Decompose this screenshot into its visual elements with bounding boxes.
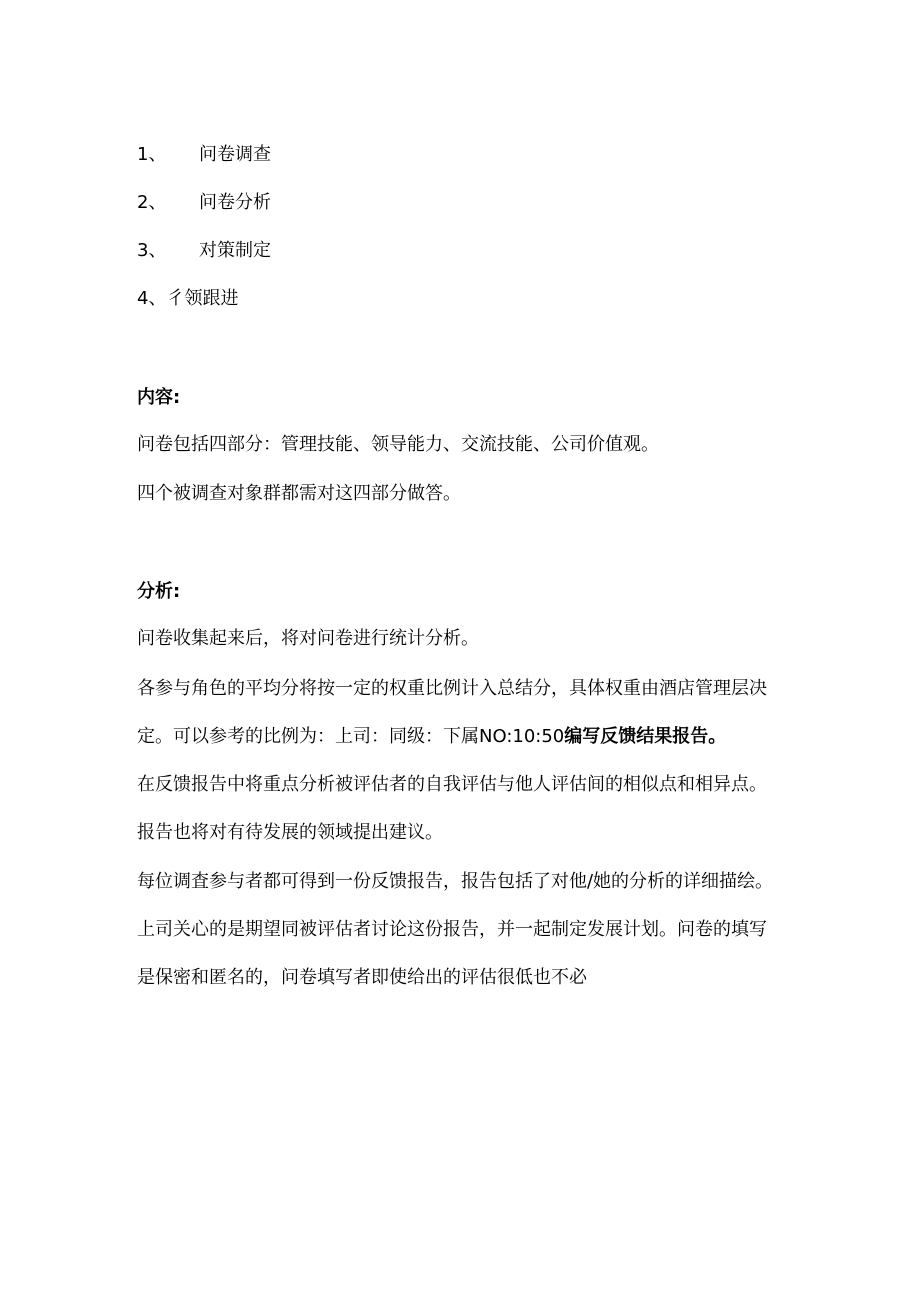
analysis-line-4: 在反馈报告中将重点分析被评估者的自我评估与他人评估间的相似点和相异点。	[137, 774, 767, 795]
analysis-line-6: 每位调査参与者都可得到一份反馈报告，报告包括了对他/她的分析的详细描绘。	[137, 871, 774, 892]
list-text: 彳领跟进	[166, 288, 239, 309]
content-line-1: 问卷包括四部分：管理技能、领导能力、交流技能、公司价值观。	[137, 434, 659, 455]
analysis-heading: 分析:	[137, 581, 181, 602]
list-number: 1、	[137, 144, 167, 165]
list-number: 4、	[137, 288, 167, 309]
analysis-line-3	[137, 725, 726, 749]
list-item-4	[137, 287, 238, 311]
analysis-line-7: 上司关心的是期望同被评估者讨论这份报告，并一起制定发展计划。问卷的填写	[137, 919, 767, 940]
analysis-line-8: 是保密和匿名的，问卷填写者即使给出的评估很低也不必	[137, 967, 587, 988]
list-item-1	[137, 143, 271, 167]
content-line-2: 四个被调查对象群都需对这四部分做答。	[137, 483, 461, 504]
list-text: 问卷调查	[199, 144, 271, 165]
analysis-line-1: 问卷收集起来后，将对问卷进行统计分析。	[137, 628, 479, 649]
list-number: 2、	[137, 192, 167, 213]
list-item-3	[137, 239, 271, 263]
analysis-line-5: 报告也将对有待发展的领域提出建议。	[137, 822, 443, 843]
list-text: 问卷分析	[199, 192, 271, 213]
analysis-line-2: 各参与角色的平均分将按一定的权重比例计入总结分，具体权重由酒店管理层决	[137, 678, 767, 699]
list-number: 3、	[137, 240, 167, 261]
report-title-bold: 编写反馈结果报告。	[564, 726, 727, 747]
analysis-line-3-text: 定。可以参考的比例为：上司：同级：下属NO:10:50	[137, 726, 565, 747]
content-heading: 内容:	[137, 387, 181, 408]
list-item-2	[137, 191, 271, 215]
list-text: 对策制定	[199, 240, 271, 261]
